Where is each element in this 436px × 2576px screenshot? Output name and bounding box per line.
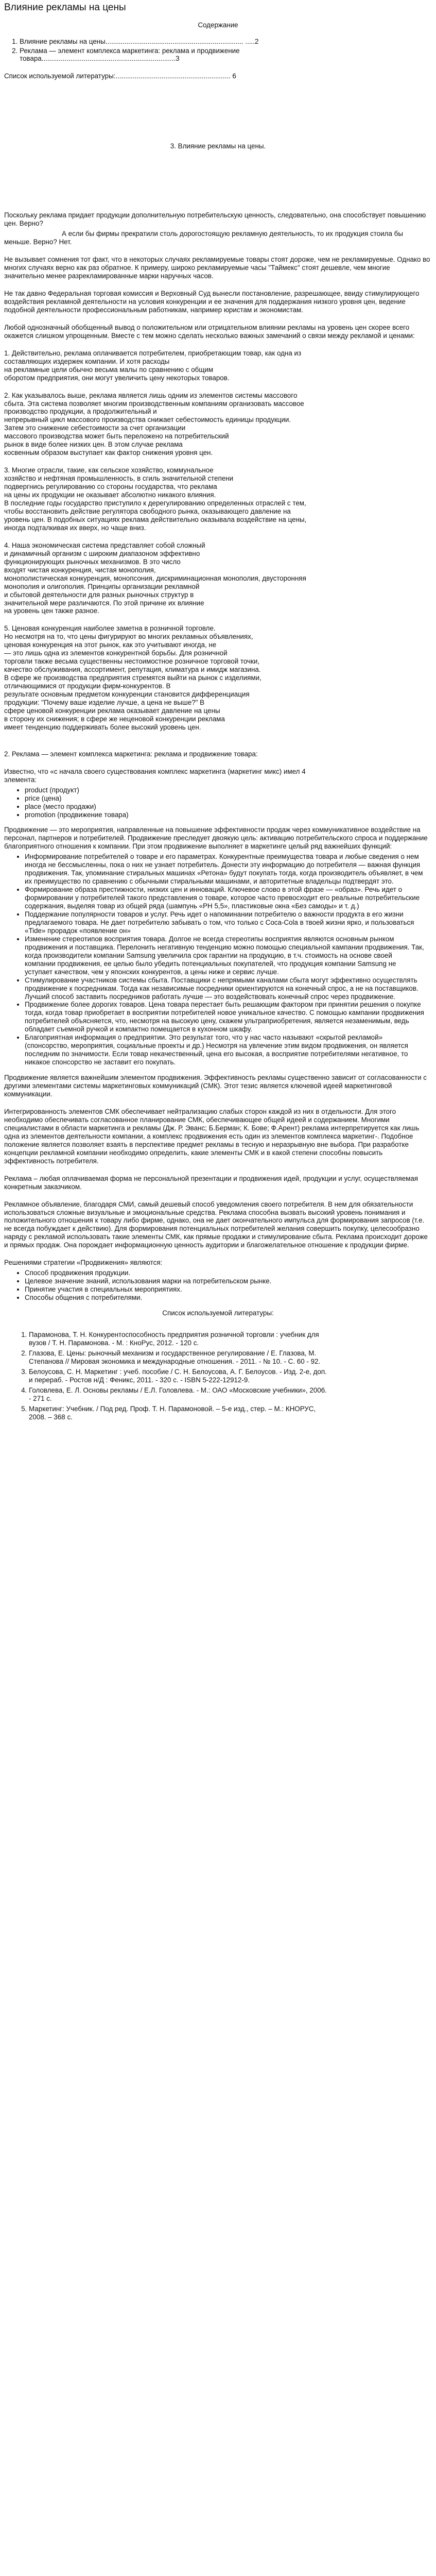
paragraph: Любой однозначный обобщенный вывод о положительном или отрицательном влиянии рекламы на уровень цен скорее всего окажется слишком упрощенным. Вместе с тем можно сделать несколько важных замечаний о связи между рекламой и ценами: [4, 323, 415, 340]
paragraph: Реклама – любая оплачиваемая форма не персональной презентации и продвижения идей, продукции и услуг, осуществляемая конкретным заказчиком. [4, 1174, 418, 1191]
functions-list [4, 853, 432, 1066]
references-title: Список используемой литературы: [162, 1309, 274, 1317]
toc-item[interactable]: 2. Реклама — элемент комплекса маркетинга: реклама и продвижение товара......................................................................3 [20, 47, 287, 63]
list-item: • promotion (продвижение товара) [25, 811, 432, 819]
reference-item: 5. Маркетинг: Учебник. / Под ред. Проф. Т. Н. Парамоновой. – 5-е изд., стер. – М.: КНОРУС, 2008. – 368 с. [29, 1405, 327, 1421]
strategy-list [4, 1269, 432, 1302]
paragraph: Решениями стратегии «Продвижения» являются: [4, 1259, 163, 1267]
paragraph: Поскольку реклама придает продукции дополнительную потребительскую ценность, следовательно, она способствует повышению цен. Верно? [4, 211, 426, 228]
paragraph: Продвижение является важнейшим элементом продвижения. Эффективность рекламы существенно зависит от согласованности с другими элементами системы маркетинговых коммуникаций (СМК). Этот тезис является ключевой идеей маркетинговой коммуникации. [4, 1074, 427, 1098]
reference-item: 1. Парамонова, Т. Н. Конкурентоспособность предприятия розничной торговли : учебник для вузов / Т. Н. Парамонова. - М. : КноРус, 2012. - 120 с. [29, 1331, 327, 1347]
marketing-mix-list [4, 786, 432, 819]
table-of-contents [4, 38, 432, 63]
list-item: • price (цена) [25, 794, 432, 803]
list-item: • Принятие участия в специальных мероприятиях. [25, 1285, 432, 1294]
list-item: • Стимулирование участников системы сбыта. Поставщики с непрямыми каналами сбыта могут эффективно осуществлять продвижение к посредникам. Тогда как независимые посредники ориентируются на конечный спрос, а не на поставщиков. Лучший способ заставить посредников работать лучше — это воздействовать конечный спрос через продвижение. [25, 976, 424, 1001]
paragraph: Интегрированность элементов СМК обеспечивает нейтрализацию слабых сторон каждой из них в отдельности. Для этого необходимо обеспечивать согласованное планирование СМК, обеспечивающее общей идеей и содержанием. Многими специалистами в области маркетинга и рекламы (Дж. Р. Эванс; Б.Берман; К. Бове; Ф.Арент) реклама интерпретируется как лишь одна из элементов деятельности компании, а комплекс продвижения есть один из элементов комплекса маркетинг-. Подобное положение является позволяет взаять в перспективе предмет рекламы в тесную и неразрывную вне выбора. При разработке концепции рекламной компании необходимо определить, какие элементы СМК и в какой степени способны повысить эффективность потребителя. [4, 1107, 420, 1165]
section-title: 3. Влияние рекламы на цены. [170, 142, 266, 150]
paragraph: Не вызывает сомнения тот факт, что в некоторых случаях рекламируемые товары стоят дороже, чем не рекламируемые. Однако во многих случаях верно как раз обратное. К примеру, широко рекламируемые часы "Таймекс" стоят дешевле, чем многие значительно менее разрекламированные марки наручных часов. [4, 256, 430, 280]
toc-heading: Содержание [198, 21, 238, 29]
paragraph: 4. Наша экономическая система представляет собой сложный и динамичный организм с широким диапазоном эффективно функционирующих рыночных механизмов. В это число входят чистая конкуренция, чистая монополия, монополистическая конкуренция, монопсония, дискриминационная монополия, двусторонняя монополия и олигополия. Принципы организации рекламной и сбытовой деятельности для разных рыночных структур в значительной мере различаются. По этой причине их влияние на уровень цен также разное. [4, 541, 306, 615]
paragraph: Известно, что «с начала своего существования комплекс маркетинга (маркетинг микс) имел 4 элемента: [4, 767, 306, 784]
paragraph: Не так давно Федеральная торговая комиссия и Верховный Суд вынесли постановление, разрешающее, ввиду стимулирующего воздействия рекламной деятельности на условия конкуренции и ее значения для поддержания низкого уровня цен, ведение подобной деятельности профессиональным работникам, например юристам и экономистам. [4, 290, 420, 314]
reference-item: 2. Глазова, Е. Цены: рыночный механизм и государственное регулирование / Е. Глазова, М. Степанова // Мировая экономика и международные отношения. - 2011. - № 10. - С. 60 - 92. [29, 1349, 327, 1366]
list-item: • Изменение стереотипов восприятия товара. Долгое не всегда стереотипы восприятия являются основным рынком продвижения и поставщика. Перелонить негативную тенденцию можно помощью специальной кампании продвижения. Так, когда производители компании Samsung увеличила срок гарантии на продукцию, в т.ч. стоимость на основе своей компании продвижения, ее целью было убедить потенциальных покупателей, что продукция компании Samsung не уступает качеством, чем у японских конкурентов, а цены ниже и сервис лучше. [25, 935, 424, 976]
section-title: 2. Реклама — элемент комплекса маркетинга: реклама и продвижение товара: [4, 750, 258, 758]
paragraph: Продвижение — это мероприятия, направленные на повышение эффективности продаж через коммуникативное воздействие на персонал, партнеров и потребителей. Продвижение преследует двоякую цель: активацию потребительского спроса и поддержание благоприятного отношения к компании. При этом продвижение выполняет в маркетинге целый ряд важнейших функций: [4, 826, 428, 851]
toc-item[interactable]: 1. Влияние рекламы на цены........................................................................ .....2 [20, 38, 287, 46]
document-title: Влияние рекламы на цены [4, 2, 126, 13]
list-item: • Целевое значение знаний, использования марки на потребительском рынке. [25, 1277, 432, 1285]
list-item: • Продвижение более дорогих товаров. Цена товара перестает быть решающим фактором при принятии решения о покупке тогда, когда товар приобретает в восприятии потребителей новое уникальное качество. С помощью кампании продвижения потребителей объясняется, что, несмотря на высокую цену, скажем ультраприобретения, является незаменимым, ведь обладает съемной ручкой и компактно помещается в кухонном шкафу. [25, 1001, 424, 1033]
reference-item: 3. Белоусова, С. Н. Маркетинг : учеб. пособие / С. Н. Белоусова, А. Г. Белоусов. - Изд. 2-е, доп. и перераб. - Ростов н/Д : Феникс, 2011. - 320 с. - ISBN 5-222-12912-9. [29, 1368, 327, 1384]
paragraph: 2. Как указывалось выше, реклама является лишь одним из элементов системы массового сбыта. Эта система позволяет многим производственным компаниям организовать массовое производство продукции, а продолжительный и непрерывный цикл массового производства снижает себестоимость единицы продукции. Затем это снижение себестоимости за счет организации массового производства может быть переложено на потребительский рынок в виде более низких цен. В этом случае реклама косвенным образом выступает как фактор снижения уровня цен. [4, 391, 304, 457]
list-item: • Способы общения с потребителями. [25, 1294, 432, 1302]
reference-item: 4. Головлева, Е. Л. Основы рекламы / Е.Л. Головлева. - М.: ОАО «Московские учебники», 2006. - 271 с. [29, 1386, 327, 1403]
paragraph: А если бы фирмы прекратили столь дорогостоящую рекламную деятельность, то их продукция стоила бы меньше. Верно? Нет. [4, 230, 403, 246]
list-item: • Информирование потребителей о товаре и его параметрах. Конкурентные преимущества товара и любые сведения о нем иногда не бессмысленны, пока о них не узнает потребитель. Донести эту информацию до потребителя — важная функция продвижения. Так, упоминание стиральных машинах «Ретона» будут покупать тогда, когда производитель объявляет, в чем их преимущество по сравнению с обычными стиральными машинами, и авторитетные владельцы подтвердят это. [25, 853, 424, 886]
list-item: • Поддержание популярности товаров и услуг. Речь идет о напоминании потребителю о важности продукта в его жизни предлагаемого товара. Не дает потребителю забывать о том, что только с Coca-Cola в твоей жизни ярко, и пользоваться «Tide» прорадок «появление он» [25, 910, 424, 935]
list-item: • Благоприятная информация о предприятии. Это результат того, что у нас часто называют «скрытой рекламой» (спонсорство, мероприятия, социальные проекты и др.) Несмотря на увлечение этим видом продвижения, он является последним по значимости. Если товар некачественный, цена его высокая, а восприятие потребителями негативное, то никакое спонсорство не заставит его покупать. [25, 1033, 424, 1066]
paragraph: Рекламное объявление, благодаря СМИ, самый дешевый способ уведомления своего потребителя. В нем для обязательности использоваться сложные визуальные и эмоциональные средства. Реклама способна вызвать высокий уровень понимания и положительного отношения к товару либо фирме, однако, она не дает окончательного импульса для формирования запросов (т.е. не всегда побуждает к действию). Для формирования потенциальных потребителей желания совершить покупку, целесообразно наряду с рекламой использовать такие элементы СМК, как прямые продажи и стимулирование сбыта. Реклама происходит дороже и прямых продаж. Она порождает информационную ценность аудитории и благожелательное отношение к продукции фирме. [4, 1200, 428, 1249]
list-item: • product (продукт) [25, 786, 432, 794]
toc-literature[interactable]: Список используемой литературы:............................................................ 6 [4, 72, 236, 80]
paragraph: 3. Многие отрасли, такие, как сельское хозяйство, коммунальное хозяйство и нефтяная промышленность, в сгиль значительной степени подвергнись регулированию со стороны государства, что реклама на цены их продукции не оказывает абсолютно никакого влияния. В последние годы государство приступило к дерегулированию определенных отраслей с тем, чтобы восстановить действие регулятора свободного рынка, оказывающего давление на уровень цен. В подобных ситуациях реклама действительно оказывала воздействие на цены, иногда подталкивая их вверх, но чаще вниз. [4, 466, 307, 532]
list-item: • Формирование образа престижности, низких цен и инноваций. Ключевое слово в этой фразе — «образ». Речь идет о формировании у потребителей такого представления о товаре, которое часто превосходит его реальные потребительские содержания, выделяя товар из общей ряда (шампунь «PH 5,5», пластиковые окна «Без самоды» и т. д.) [25, 886, 424, 910]
paragraph: 5. Ценовая конкуренция наиболее заметна в розничной торговле. Но несмотря на то, что цены фигурируют во многих рекламных объявлениях, ценовая конкуренция на этот рынок, как это учитывают иногда, не — это лишь одна из элементов конкурентной борьбы. Для розничной торговли также весьма существенны нестоимостное розничное торговой точки, качество обслуживания, ассортимент, репутация, климатура и имидж магазина. В сфере же производства предприятия стремятся выйти на рынок с изделиями, отличающимися от продукции фирм-конкурентов. В результате основным предметом конкуренции становится дифференциация продукции: "Почему ваше изделие лучше, а цена не выше?" В сфере ценовой конкуренции реклама оказывает давление на цены в сторону их снижения; в сфере же неценовой конкуренции реклама имеет тенденцию поддерживать более высокий уровень цен. [4, 624, 261, 731]
references-list [4, 1331, 432, 1421]
paragraph: 1. Действительно, реклама оплачивается потребителем, приобретающим товар, как одна из составляющих издержек компании. И хотя расходы на рекламные цели обычно весьма малы по сравнению с общим оборотом предприятия, они могут увеличить цену некоторых товаров. [4, 349, 302, 382]
list-item: • Способ продвижения продукции. [25, 1269, 432, 1277]
list-item: • place (место продажи) [25, 803, 432, 811]
